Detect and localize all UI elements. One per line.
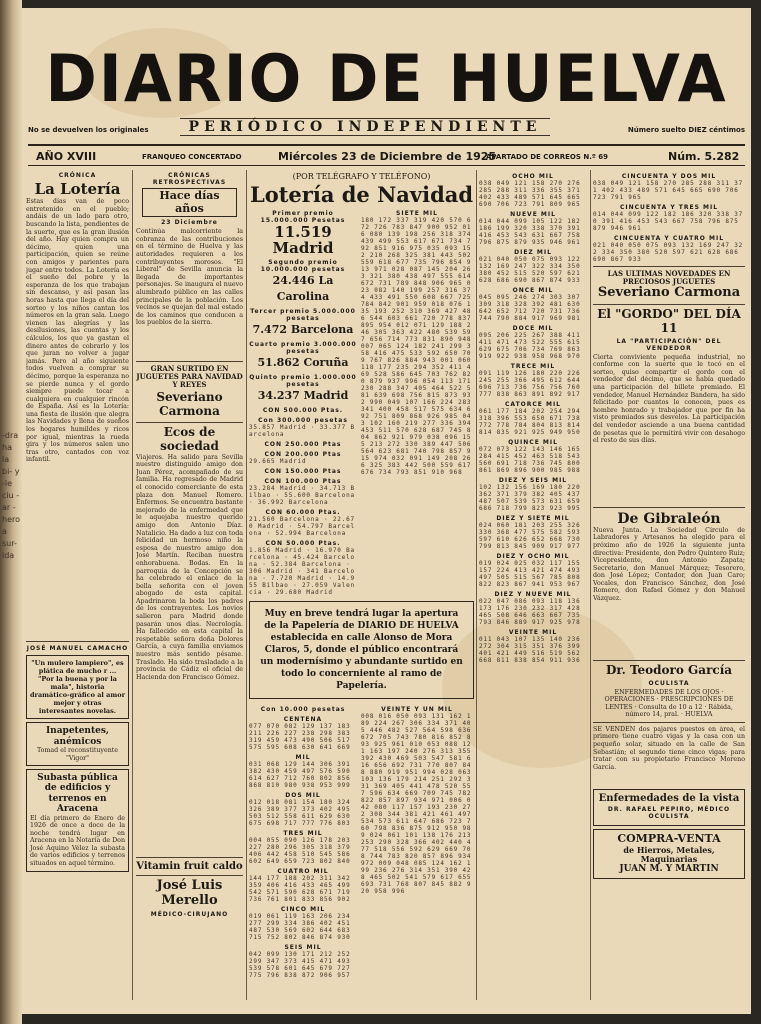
- issue-number: Núm. 5.282: [668, 150, 740, 163]
- juguetes-sale-title: GRAN SURTIDO EN JUGUETES PARA NAVIDAD Y REYES: [136, 364, 243, 390]
- compra-venta-ad: [593, 829, 745, 878]
- number-block: 021 040 050 075 093 122 132 169 247 322 334 350 380 452 515 520 597 621 628 686 690 867 874 933: [479, 256, 581, 284]
- gibraleon-text: Nueva Junta. La Sociedad Círculo de Labradores y Artesanos ha elegido para el próximo año de 1926 la siguiente junta directiva: Presidente, don Pedro Quintero Ruiz; Vicepresidente, don Antonio Zapata; Secretario, don Manuel Márquez; Tesorero, don José López; Contador, don Juan Caro; Vocales, don Francisco Sánchez, don José Romero, don Rafael Gómez y don Manuel Vázquez.: [593, 526, 745, 603]
- compra-name: JUAN M. Y MARTIN: [619, 864, 719, 875]
- list-header: TRECE MIL: [510, 363, 556, 370]
- number-block: 014 044 099 105 122 182 186 199 320 338 370 391 416 453 543 631 667 758 796 875 879 935 946 961: [479, 218, 581, 246]
- vista-title: Enfermedades de la vista: [598, 792, 740, 804]
- number-block: 014 044 099 122 182 186 320 338 370 391 416 453 543 667 758 796 875 879 946 961: [593, 211, 744, 232]
- merello-sub: MÉDICO-CIRUJANO: [150, 910, 229, 918]
- issue-date: Miércoles 23 de Diciembre de 1925: [278, 150, 497, 163]
- list-header: DIEZ Y SEIS MIL: [498, 477, 568, 484]
- dateline: [28, 144, 745, 166]
- number-block: 019 024 025 032 117 155 157 224 413 421 474 493 497 505 515 567 785 808 822 823 867 941 953 967: [479, 560, 581, 588]
- fifth-prize: 34.237 Madrid: [257, 389, 349, 402]
- list-header: CINCUENTA Y CUATRO MIL: [613, 235, 725, 242]
- subasta-text: El día primero de Enero de 1926 de once a doce de la noche tendrá lugar en Aracena en la Notaría de Don José Aquino Vélez la subasta de varios edificios y terrenos situados en aquel término.: [30, 814, 125, 868]
- p100-label: CON 100.000 Ptas: [264, 478, 342, 485]
- list-header: CATORCE MIL: [504, 401, 561, 408]
- vista-text: DR. RAFAEL PEPIRO, MÉDICO OCULISTA: [607, 806, 731, 821]
- list-header: DOCE MIL: [512, 325, 554, 332]
- col5-number-lists: [593, 173, 745, 263]
- third-prize: 7.472 Barcelona: [252, 323, 354, 336]
- col2-kicker: CRÓNICAS RETROSPECTIVAS: [152, 172, 227, 186]
- centena-head: CENTENA: [283, 716, 323, 723]
- apartado: APARTADO DE CORREOS N.º 69: [486, 153, 608, 161]
- lottery-chronicle-text: Estas días van de poco entretenido en el pueblo; andáis de un lado para otro, buscando la lista, pendientes de la suerte, que es la gran ilusión del año. Hay quien compra un décimo, quien una participación, quien se reúne con amigos y parientes para jugar entre todos. La Lotería es el sueño del pobre y la esperanza de los que trabajan sin descanso, y así pasan las horas hasta que llega el día del sorteo y los niños cantan los números en la gran sala. Luego vienen las alegrías y las desilusiones, las cuentas y los cálculos, los que ya gastan el dinero antes de cobrarlo y los que juran no volver a jugar jamás. Pero al año siguiente todos vuelven a comprar su décimo, porque la esperanza no se pierde nunca y el gordo siempre puede tocar a cualquiera en cualquier rincón de España. Así es la Lotería: una fiesta de ilusión que alegra las Navidades y llena de sueños los hogares humildes y ricos por igual, mientras la rueda gira y los números salen uno tras otro, cantados con voz infantil.: [26, 198, 129, 464]
- papeleria-promo: Muy en breve tendrá lugar la apertura de la Papelería de DIARIO DE HUELVA establecida en calle Alonso de Mora Claros, 5, donde el público encontrará un modernísimo y abundante surtido en todo lo concerniente al ramo de Papelería.: [249, 601, 474, 699]
- p200-label: CON 200.000 Ptas: [264, 451, 342, 458]
- number-block: 038 049 121 158 270 285 288 311 371 402 433 489 571 645 665 690 706 723 791 965: [593, 180, 744, 201]
- dos-mil-head: DOS MIL: [285, 792, 321, 799]
- list-header: DIEZ Y NUEVE MIL: [494, 591, 572, 598]
- hace-dias-title: Hace días años: [142, 188, 237, 217]
- cinco-mil-head: CINCO MIL: [280, 906, 326, 913]
- list-header: DIEZ Y OCHO MIL: [496, 553, 570, 560]
- loteria-navidad-title: Lotería de Navidad: [249, 182, 474, 207]
- p10k-label: Con 10.000 pesetas: [260, 706, 346, 713]
- list-header: CINCUENTA Y TRES MIL: [619, 204, 719, 211]
- masthead-subtitle: PERIÓDICO INDEPENDIENTE: [180, 118, 550, 136]
- vitamin-ad: Vitamin fruit caldo: [136, 860, 243, 872]
- compra-sub: de Hierros, Metales, Maquinarias: [623, 845, 715, 865]
- vista-ad: [593, 789, 745, 827]
- masthead-right-note: Número suelto DIEZ céntimos: [627, 126, 745, 134]
- list-header: QUINCE MIL: [508, 439, 558, 446]
- col1-kicker: CRÓNICA: [58, 172, 97, 179]
- garcia-text: ENFERMEDADES DE LOS OJOS · OPERACIONES · PRESCRIPCIONES DE LENTES · Consulta de 10 a 12 · Rábida, número 14, pral. · HUELVA: [604, 688, 734, 719]
- mil-head: MIL: [295, 754, 311, 761]
- ecos-title: Ecos de sociedad: [160, 425, 219, 453]
- list-header: VEINTE MIL: [508, 629, 558, 636]
- list-header: ONCE MIL: [512, 287, 554, 294]
- p150-label: CON 150.000 Ptas: [264, 468, 342, 475]
- franqueo: FRANQUEO CONCERTADO: [142, 153, 242, 161]
- column-4: [479, 170, 587, 1000]
- number-block: 021 040 050 075 093 132 169 247 322 334 350 380 520 597 621 628 686 690 867 933: [593, 242, 744, 263]
- second-prize-label: Segundo premio 10.000.000 pesetas: [260, 259, 346, 273]
- number-block: 024 060 181 203 255 326 330 368 477 575 582 593 597 610 626 652 668 730 799 813 845 909 917 977: [479, 522, 581, 550]
- p250-label: CON 250.000 Ptas: [264, 441, 342, 448]
- fourth-prize: 51.862 Coruña: [257, 356, 349, 369]
- masthead: [22, 8, 751, 180]
- left-gutter: [0, 0, 22, 1024]
- col1-byline: JOSÉ MANUEL CAMACHO: [26, 645, 129, 653]
- column-5: [593, 170, 745, 1000]
- masthead-left-note: No se devuelven los originales: [28, 126, 149, 134]
- garcia-sub: OCULISTA: [648, 679, 690, 687]
- gutter-text: -dra ha la bi- y -le ciu -ar -hero a sur- ida: [2, 431, 20, 560]
- newspaper-page: [22, 8, 751, 1014]
- subasta-title: Subasta pública de edificios y terrenos en Aracena: [37, 773, 118, 815]
- anemicos-ad: [26, 722, 129, 766]
- novedades-title: LAS ULTIMAS NOVEDADES EN PRECIOSOS JUGUETES: [607, 269, 731, 287]
- subasta-ad: [26, 769, 129, 872]
- veinte-y-un-mil-head: VEINTE Y UN MIL: [381, 706, 453, 713]
- gordo-sub: LA "PARTICIPACIÓN" DEL VENDEDOR: [616, 337, 722, 352]
- list-header: DIEZ Y SIETE MIL: [496, 515, 570, 522]
- tres-mil-head: TRES MIL: [283, 830, 323, 837]
- p500-label: CON 500.000 Ptas.: [262, 407, 344, 414]
- seis-mil-head: SEIS MIL: [284, 944, 322, 951]
- column-3: (POR TELÉGRAFO Y TELÉFONO) Lotería de Navidad Primer premio 15.000.000 Pesetas 11.519 Madrid Segundo premio 10.000.000 pesetas 24.446 La Carolina Tercer premio 5.000.000 pesetas 7.472 Barcelona Cuarto premio 3.000.000 pesetas 51.862 Coruña Quinto premio 1.000.000 pesetas 34.237 Madrid CON 500.000 Ptas. Con 300.000 pesetas 35.857 Madrid · 33.377 Barcelona CON 250.000 Ptas CON 200.000 Ptas 29.665 Madrid CON 150.000 Ptas CON 100.000 Ptas 23.284 Madrid · 34.713 Bilbao · 55.600 Barcelona · 36.992 Barcelona CON 60.000 Ptas. 21.560 Barcelona · 22.670 Madrid · 54.797 Barcelona · 52.994 Barcelona CON 50.000 Ptas. 1.856 Madrid · 16.970 Barcelona · 45.424 Barcelona · 52.384 Barcelona · 306 Madrid · 341 Barcelona · 7.720 Madrid · 14.955 Bilbao · 27.059 Valencia · 29.680 Madrid SIETE MIL 180 172 337 319 420 570 672 726 783 847 900 952 016 080 139 198 256 318 374 439 499 553 617 671 734 792 851 916 975 035 093 152 210 268 325 381 443 502 559 618 677 735 796 854 913 971 028 087 145 204 263 321 380 438 497 555 614 672 731 789 848 906 965 023 082 140 199 257 316 374 433 491 550 608 667 725 784 842 901 959 018 076 135 193 252 310 369 427 486 544 603 661 720 778 837 895 954 012 071 129 188 246 305 363 422 480 539 597 656 714 773 831 890 948 007 065 124 182 241 299 358 416 475 533 592 650 709 767 826 884 943 001 060 118 177 235 294 352 411 469 528 586 645 703 762 820 879 937 996 054 113 171 230 288 347 405 464 522 581 639 698 756 815 873 932 990 049 107 166 224 283 341 400 458 517 575 634 692 751 809 868 926 985 043 102 160 219 277 336 394 453 511 570 628 687 745 804 862 921 979 038 096 155 213 272 330 389 447 506 564 623 681 740 798 857 915 974 032 091 149 208 266 325 383 442 500 559 617 676 734 793 851 910 968 Muy en breve tendrá lugar la apertura de la Papelería de DIARIO DE HUELVA establecida en calle Alonso de Mora Claros, 5, donde el público encontrará un modernísimo y abundante surtido en todo lo concerniente al ramo de Papelería. Con 10.000 pesetas CENTENA 077 070 082 129 137 183 211 226 227 238 298 383 319 459 473 490 506 517 575 595 608 630 641 669 MIL 031 068 129 144 306 391 382 430 459 497 576 590 614 627 712 760 802 856 868 810 980 938 953 999 DOS MIL 012 018 081 154 180 324 326 389 377 373 402 495 503 512 558 611 629 630 675 698 717 777 776 803 TRES MIL 004 055 090 126 178 203 227 280 296 305 318 379 406 442 458 510 545 586 602 649 659 723 802 840 CUATRO MIL 144 177 188 202 311 342 359 406 416 433 465 499 542 571 590 628 671 719 736 761 801 833 856 902 CINCO MIL 019 061 119 163 206 234 277 299 334 386 402 451 487 530 569 602 644 683 715 752 802 846 874 930 SEIS MIL 042 099 130 171 212 252 299 347 373 415 471 493 539 578 601 645 679 727 775 796 838 872 906 957 VEINTE Y UN MIL 008 016 050 093 131 162 189 224 267 306 334 371 405 446 482 527 564 598 636 672 705 743 780 816 852 893 925 961 010 053 088 121 163 197 240 276 313 355 392 430 469 503 547 581 616 656 692 731 770 807 848 880 919 951 994 028 063 103 136 179 214 251 292 331 369 405 441 478 520 557 596 634 669 709 745 782 822 857 897 934 971 006 042 080 117 157 193 230 272 308 344 381 421 461 497 534 573 611 647 686 723 760 798 836 875 912 950 989 024 061 101 138 176 213 253 290 328 366 402 440 477 518 556 592 629 669 708 744 783 820 857 896 934 972 009 048 085 124 162 199 236 276 314 351 390 428 465 502 541 579 617 655 693 731 768 807 845 882 920 958 996: [249, 172, 474, 979]
- p50-label: CON 50.000 Ptas.: [265, 540, 341, 547]
- novedades-name: Severiano Carmona: [597, 285, 741, 301]
- hace-dias-text: Continúa malcorriente la cobranza de las contribuciones en el término de Huelva y las autoridades requieren a los contribuyentes morosos. "El Liberal" de Sevilla anuncia la llegada de importantes personajes. Se inaugura el nuevo alumbrado público en las calles principales de la población. Los vecinos se quejan del mal estado de los caminos que conducen a los pueblos de la sierra.: [136, 228, 243, 327]
- p60-label: CON 60.000 Ptas.: [265, 509, 341, 516]
- gordo-text: Cierta conviviente pequeña industrial, no conforme con la suerte que le tocó en el sorteo, quiso compartir el gordo con el vendedor del décimo, que se había quedado una participación del billete premiado. El vendedor, Manuel Hernández Bandera, ha sido felicitado por cuantos le conocen, pues es hombre honrado y trabajador que por fin ha visto premiados sus desvelos. La participación del vendedor asciende a una buena cantidad de pesetas que le permitirá vivir con desahogo el resto de sus días.: [593, 353, 745, 445]
- number-block: 072 073 122 143 146 165 284 415 452 463 518 543 560 691 718 736 745 800 861 869 896 900 985 988: [479, 446, 581, 474]
- p300-label: Con 300.000 pesetas: [258, 417, 348, 424]
- number-block: 022 047 086 093 118 136 173 176 230 232 317 428 465 508 646 663 667 735 793 846 889 917 925 978: [479, 598, 581, 626]
- number-block: 038 049 121 158 270 276 285 288 311 336 355 371 402 433 489 571 645 665 690 706 723 791 809 965: [479, 180, 581, 208]
- compra-title: COMPRA-VENTA: [617, 832, 721, 846]
- cuatro-mil-head: CUATRO MIL: [277, 868, 329, 875]
- number-block: 091 119 126 180 220 226 245 255 366 495 612 644 696 713 736 756 756 760 777 838 863 891 892 917: [479, 370, 581, 398]
- number-block: 061 177 184 202 254 294 318 396 553 650 671 738 772 778 784 804 813 814 814 835 921 925 949 950: [479, 408, 581, 436]
- number-block: 045 095 246 274 303 307 309 318 328 392 481 630 642 652 712 720 731 736 744 790 884 917 969 981: [479, 294, 581, 322]
- masthead-title: DIARIO DE HUELVA: [45, 40, 728, 117]
- ecos-text: Viajeros. Ha salido para Sevilla nuestro distinguido amigo don Juan Pérez, acompañado de su familia. Ha regresado de Madrid el conocido comerciante de esta plaza don Manuel Romero. Enfermos. Se encuentra bastante mejorado de la enfermedad que le aquejaba nuestro querido amigo don Antonio Díaz. Natalicio. Ha dado a luz con toda felicidad un hermoso niño la esposa de nuestro amigo don José Martín. Reciban nuestra enhorabuena. Bodas. En la parroquia de la Concepción se ha celebrado el enlace de la bella señorita con el joven abogado de esta capital. Apadrinaron la boda los padres de los contrayentes. Los novios salieron para Madrid donde pasarán unos días. Necrología. Ha fallecido en esta capital la respetable señora doña Dolores García, a cuya familia enviamos nuestro más sentido pésame. Traslado. Ha sido trasladado a la provincia de Cádiz el oficial de Hacienda don Francisco Gómez.: [136, 453, 243, 681]
- list-header: CINCUENTA Y DOS MIL: [621, 173, 717, 180]
- merello-name: José Luis Merello: [156, 878, 223, 909]
- garcia-title: Dr. Teodoro García: [605, 662, 733, 677]
- juguetes-sale-name: Severiano Carmona: [156, 390, 223, 419]
- lottery-chronicle-title: La Lotería: [34, 180, 121, 198]
- gordo-title: El "GORDO" DEL DÍA 11: [597, 307, 741, 335]
- col4-number-lists: [479, 173, 587, 664]
- fourth-prize-label: Cuarto premio 3.000.000 pesetas: [249, 341, 357, 355]
- siete-mil-head: SIETE MIL: [396, 210, 438, 217]
- column-1: [26, 170, 129, 1000]
- hace-dias-date: 23 Diciembre: [161, 219, 218, 227]
- gibraleon-title: De Gibraleón: [617, 510, 721, 527]
- quote-box: "Un mulero lampiero", es plática de mucho r ... "Por la buena y por la mala", historia dramático-gráfico al amor mejor y otras interesantes novelas.: [26, 655, 129, 719]
- list-header: NUEVE MIL: [510, 211, 556, 218]
- anemicos-text: Tomad el reconstituyente "Vigor": [36, 746, 119, 762]
- number-block: 011 043 107 135 140 236 272 304 315 351 376 399 401 421 449 516 519 562 668 811 838 854 911 936: [479, 636, 581, 664]
- first-prize: 11.519 Madrid: [272, 223, 334, 257]
- fifth-prize-label: Quinto premio 1.000.000 pesetas: [249, 374, 357, 388]
- anemicos-title: Inapetentes, anémicos: [45, 726, 110, 747]
- number-block: 095 206 225 267 388 411 411 471 473 522 555 615 629 675 706 734 769 863 919 922 938 958 968 970: [479, 332, 581, 360]
- telegrafo-kicker: (POR TELÉGRAFO Y TELÉFONO): [292, 172, 431, 181]
- first-prize-label: Primer premio 15.000.000 Pesetas: [260, 210, 346, 224]
- list-header: OCHO MIL: [512, 173, 554, 180]
- number-block: 102 132 156 169 180 220 362 371 379 382 405 437 487 507 539 573 631 659 686 718 799 823 923 995: [479, 484, 581, 512]
- list-header: DIEZ MIL: [514, 249, 552, 256]
- column-2: [136, 170, 243, 1000]
- se-venden-text: SE VENDEN dos pajares puestos en área, el primero tiene cuatro vigas y la casa con un pequeño solar, situado en la calle de San Sebastián; el segundo tiene cinco vigas; para tratar con su propietario Francisco Moreno García.: [593, 725, 745, 771]
- third-prize-label: Tercer premio 5.000.000 pesetas: [250, 308, 356, 322]
- second-prize: 24.446 La Carolina: [272, 274, 334, 303]
- year: AÑO XVIII: [36, 150, 97, 163]
